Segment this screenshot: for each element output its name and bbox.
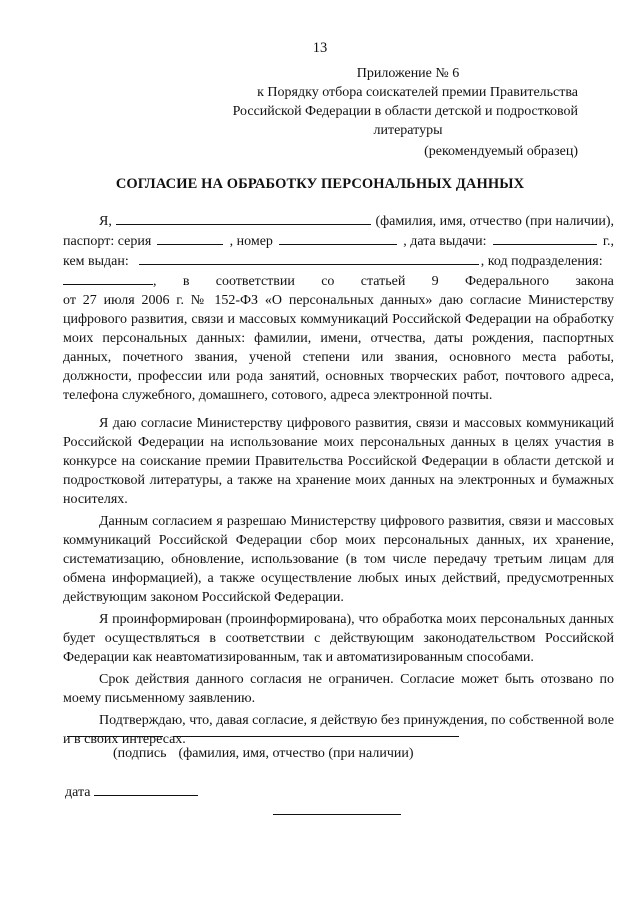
appendix-line: литературы [373,123,443,138]
date-label: дата [65,785,91,800]
date-row [65,783,198,801]
division-row [63,271,614,291]
paragraph-data-list: от 27 июля 2006 г. № 152-ФЗ «О персональных данных» даю согласие Министерству цифрового развития, связи и массовых коммуникаций Российской Федерации на обработку моих персональных данных: фамилии, имени, отчества, даты рождения, паспортных данных, почетного звания, ученой степени или звания, основного места работы, должности, профессии или рода занятий, основных творческих работ, почтового адреса, телефона служебного, домашнего, сотового, адреса электронной почты. [63,293,614,403]
appendix-number: Приложение № 6 [356,66,460,81]
year-suffix: г., [602,234,614,249]
word: со [321,274,335,289]
date-field[interactable] [94,783,198,796]
appendix-header [178,64,578,140]
passport-number-label: , номер [229,234,273,249]
fio-field[interactable] [116,211,372,225]
paragraph-permission: Данным согласием я разрешаю Министерству цифрового развития, связи и массовых коммуникаций Российской Федерации сбор моих персональных данных, их хранение, систематизацию, обновление, использование (в том числе передачу третьим лицам для обмена информацией), а также осуществление любых иных действий, предусмотренных действующим законом Российской Федерации. [63,514,614,605]
word: Федерального [465,274,550,289]
fio-hint: (фамилия, имя, отчество (при наличии), [375,214,614,229]
passport-row [63,231,614,251]
comma: , [153,274,157,289]
passport-series-field[interactable] [157,231,223,245]
word: 9 [431,274,439,289]
appendix-line: к Порядку отбора соискателей премии Правительства [257,85,578,100]
signature-fio-label: (фамилия, имя, отчество (при наличии) [178,746,414,761]
signature-fio-line[interactable] [173,736,459,737]
consent-body [63,211,614,749]
division-code-field[interactable] [63,271,153,285]
word: соответствии [215,274,295,289]
issued-by-field[interactable] [139,251,479,265]
issued-by-row [63,251,614,271]
paragraph-informed: Я проинформирован (проинформирована), что обработка моих персональных данных будет осуществляться в соответствии с действующим законодательством Российской Федерации как неавтоматизированным, так и автоматизированным способами. [63,612,614,665]
appendix-line: Российской Федерации в области детской и подростковой [232,104,578,119]
passport-series-label: паспорт: серия [63,234,152,249]
document-title: СОГЛАСИЕ НА ОБРАБОТКУ ПЕРСОНАЛЬНЫХ ДАННЫХ [115,176,525,192]
paragraph-confirm: Подтверждаю, что, давая согласие, я действую без принуждения, по собственной воле и в своих интересах. [63,713,614,747]
division-code-label: , код подразделения: [480,254,603,269]
page-number: 13 [312,40,328,56]
word: в [182,274,190,289]
paragraph-term: Срок действия данного согласия не ограничен. Согласие может быть отозвано по моему письменному заявлению. [63,672,614,706]
signature-line[interactable] [67,736,163,737]
date-issued-label: , дата выдачи: [403,234,487,249]
signature-labels [113,746,414,762]
signature-label: (подпись [113,746,167,761]
paragraph-usage: Я даю согласие Министерству цифрового развития, связи и массовых коммуникаций Российской Федерации на использование моих персональных данных в целях участия в конкурсе на соискание премии Правительства Российской Федерации в области детской и подростковой литературы, а также на хранение моих данных на электронных и бумажных носителях. [63,416,614,507]
word: закона [575,274,614,289]
bottom-line [273,814,401,815]
issued-by-label: кем выдан: [63,254,129,269]
passport-number-field[interactable] [279,231,397,245]
recommended-note: (рекомендуемый образец) [424,144,578,159]
date-issued-field[interactable] [493,231,597,245]
fio-row [63,211,614,231]
i-label: Я, [99,214,112,229]
word: статьей [360,274,406,289]
